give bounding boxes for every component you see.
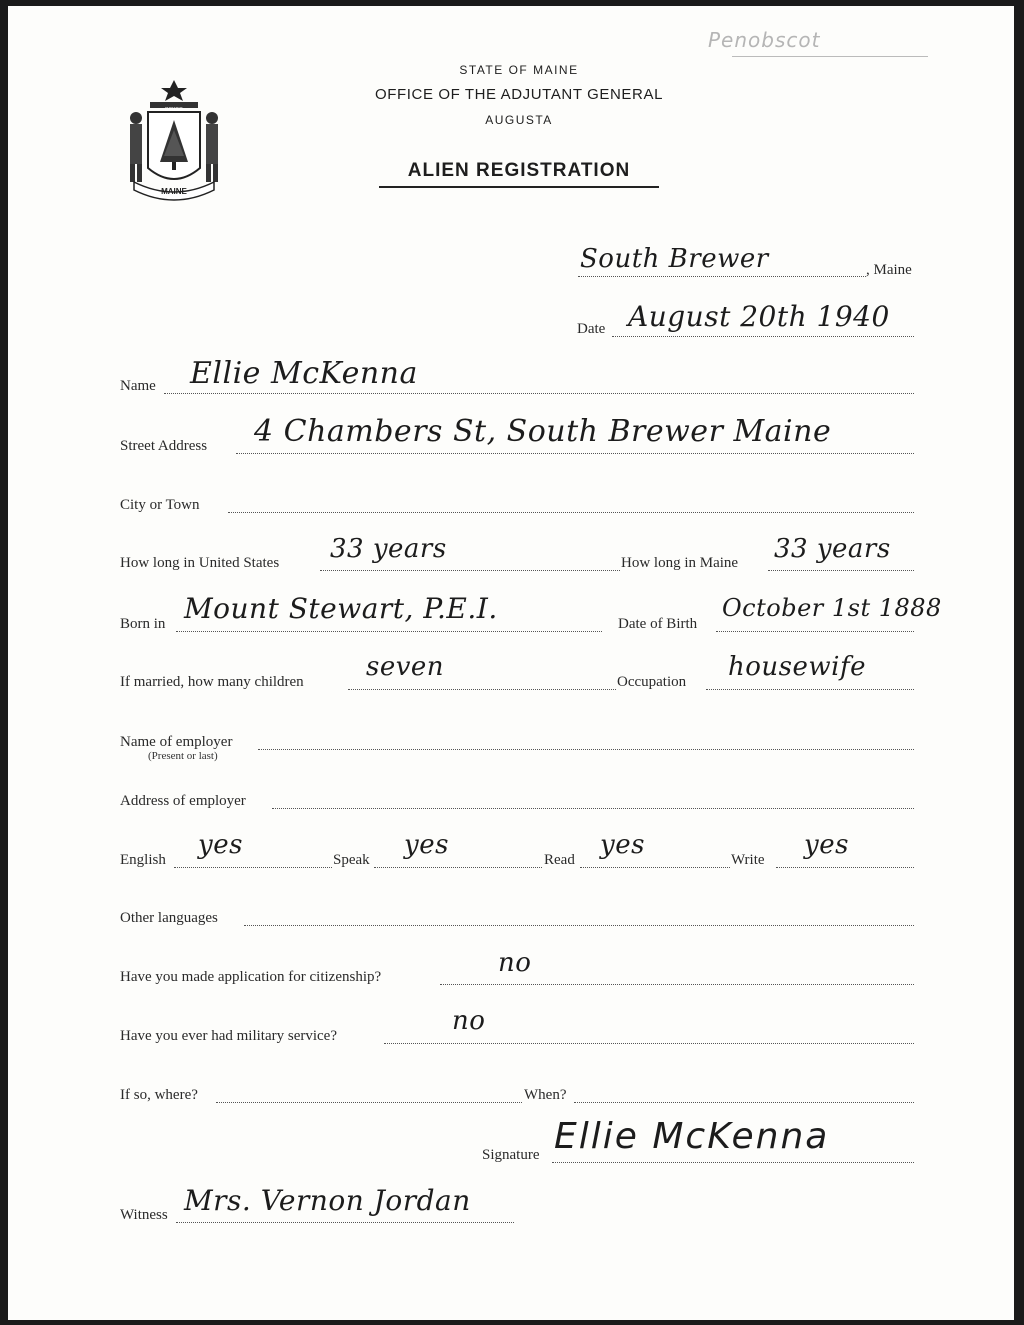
- english-label: English: [120, 852, 166, 868]
- speak-label: Speak: [333, 852, 370, 868]
- me-years-value: 33 years: [774, 534, 891, 564]
- header-office: OFFICE OF THE ADJUTANT GENERAL: [374, 86, 664, 103]
- read-label: Read: [544, 852, 575, 868]
- name-line: [164, 393, 914, 394]
- signature-value: Ellie McKenna: [554, 1116, 830, 1157]
- born-line: [176, 631, 602, 632]
- city-line: [228, 512, 914, 513]
- me-years-line: [768, 570, 914, 571]
- write-line: [776, 867, 914, 868]
- born-value: Mount Stewart, P.E.I.: [184, 592, 498, 625]
- town-line: [578, 276, 866, 277]
- military-value: no: [452, 1006, 486, 1036]
- citizenship-label: Have you made application for citizenship?: [120, 969, 382, 985]
- employer-addr-line: [272, 808, 914, 809]
- read-value: yes: [600, 830, 645, 860]
- us-years-line: [320, 570, 620, 571]
- seal-motto-text: DIRIGO: [165, 107, 183, 113]
- occupation-line: [706, 689, 914, 690]
- state-seal-icon: [120, 78, 228, 202]
- header-state: STATE OF MAINE: [459, 63, 579, 77]
- where-line: [216, 1102, 522, 1103]
- witness-value: Mrs. Vernon Jordan: [184, 1184, 471, 1217]
- other-lang-label: Other languages: [120, 910, 218, 926]
- english-line: [174, 867, 332, 868]
- witness-line: [176, 1222, 514, 1223]
- employer-note: (Present or last): [148, 750, 218, 762]
- when-line: [574, 1102, 914, 1103]
- write-value: yes: [804, 830, 849, 860]
- date-label: Date: [577, 321, 606, 337]
- born-label: Born in: [120, 616, 166, 632]
- children-value: seven: [366, 652, 445, 682]
- us-years-value: 33 years: [330, 534, 447, 564]
- town-value: South Brewer: [580, 244, 769, 274]
- speak-value: yes: [404, 830, 449, 860]
- english-value: yes: [198, 830, 243, 860]
- title-underline: [379, 186, 659, 188]
- us-years-label: How long in United States: [120, 555, 280, 571]
- witness-label: Witness: [120, 1207, 168, 1223]
- speak-line: [374, 867, 542, 868]
- citizenship-line: [440, 984, 914, 985]
- form-title: ALIEN REGISTRATION: [407, 160, 631, 181]
- other-lang-line: [244, 925, 914, 926]
- write-label: Write: [731, 852, 765, 868]
- name-label: Name: [120, 378, 156, 394]
- street-label: Street Address: [120, 438, 208, 454]
- seal-banner-text: MAINE: [161, 187, 187, 196]
- occupation-label: Occupation: [617, 674, 687, 690]
- dob-line: [716, 631, 914, 632]
- signature-line: [552, 1162, 914, 1163]
- street-value: 4 Chambers St, South Brewer Maine: [254, 414, 832, 449]
- when-label: When?: [524, 1087, 567, 1103]
- street-line: [236, 453, 914, 454]
- me-years-label: How long in Maine: [621, 555, 739, 571]
- date-value: August 20th 1940: [628, 300, 890, 333]
- children-label: If married, how many children: [120, 674, 304, 690]
- registration-form: [8, 6, 1014, 1320]
- military-label: Have you ever had military service?: [120, 1028, 337, 1044]
- header-city: AUGUSTA: [485, 113, 553, 127]
- dob-value: October 1st 1888: [722, 594, 942, 622]
- pencil-underline: [732, 56, 928, 57]
- employer-addr-label: Address of employer: [120, 793, 246, 809]
- dob-label: Date of Birth: [618, 616, 698, 632]
- read-line: [580, 867, 730, 868]
- state-suffix-label: , Maine: [866, 262, 912, 278]
- pencil-annotation: Penobscot: [708, 28, 821, 52]
- military-line: [384, 1043, 914, 1044]
- employer-line: [258, 749, 914, 750]
- children-line: [348, 689, 616, 690]
- date-line: [612, 336, 914, 337]
- name-value: Ellie McKenna: [190, 356, 418, 391]
- signature-label: Signature: [482, 1147, 540, 1163]
- city-label: City or Town: [120, 497, 200, 513]
- where-label: If so, where?: [120, 1087, 198, 1103]
- employer-label: Name of employer: [120, 734, 233, 750]
- occupation-value: housewife: [728, 652, 866, 682]
- citizenship-value: no: [498, 948, 532, 978]
